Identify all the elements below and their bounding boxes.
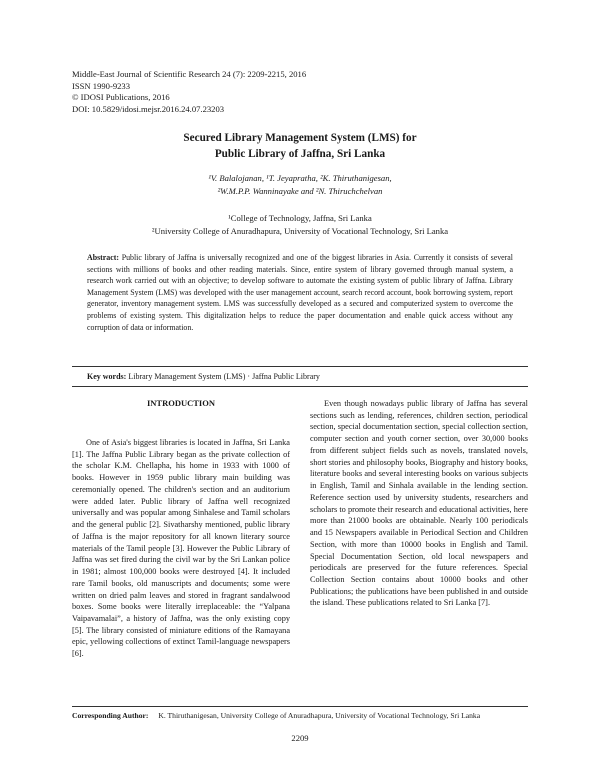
abstract-label: Abstract: — [87, 253, 119, 262]
intro-paragraph-right: Even though nowadays public library of Jaffna has several sections such as lending, references, children section, periodical section, special documentation section, special collection section, computer section and youth corner section, over 30,000 books from different subject fields such as novels, translated novels, short stories and philosophy books, Biography and history books, literature books and several interesting books on various subjects in English, Tamil and Sinhala available in the lending section. Reference section used by university students, researchers and scholars to promote their research and educational activities, here more than 21000 books are obtainable. Nearly 100 periodicals and 15 Newspapers available in Periodical Section and Children Section, with more than 10000 books in English and Tamil. Special Documentation Section, old local newspapers and periodicals are preserved for the future references. Special Collection Section contains about 10000 books and other Publications; the publications have been published in and outside the island. These publications related to Sri Lanka [7]. — [310, 399, 528, 608]
doi: DOI: 10.5829/idosi.mejsr.2016.24.07.23203 — [72, 103, 225, 114]
affiliations — [0, 212, 600, 237]
divider — [72, 366, 528, 367]
corresponding-text: K. Thiruthanigesan, University College of Anuradhapura, University of Vocational Technology, Sri Lanka — [158, 711, 481, 720]
affiliation-1: ¹College of Technology, Jaffna, Sri Lanka — [228, 213, 372, 223]
journal-citation: Middle-East Journal of Scientific Research 24 (7): 2209-2215, 2016 — [72, 69, 307, 79]
intro-paragraph-left: One of Asia's biggest libraries is located in Jaffna, Sri Lanka [1]. The Jaffna Public Library began as the private collection of the scholar K.M. Chellapha, his home in 1933 with 1000 of books. However in 1959 public library main building was ceremonially opened. The children's section and an auditorium were added later. Public library of Jaffna well recognized universally and was popular among Sinhalese and Tamil scholars and the general public [2]. Sivatharshy mentioned, public library of Jaffna is the major repository for all known literary source materials of the Tamil people [3]. However the Public Library of Jaffna was set fired during the civil war by the Sri Lankan police in 1981; almost 100,000 books were destroyed [4]. It included rare Tamil books, old manuscripts and documents; some were written on dried palm leaves and stored in fragrant sandalwood boxes. Some books were literally irreplaceable: the “Yalpana Vaipavamalai”, a history of Jaffna, was the only existing copy [5]. The library consisted of miniature editions of the Ramayana epic, yellowing collections of extinct Tamil-language newspapers [6]. — [72, 438, 290, 659]
title-line-1: Secured Library Management System (LMS) for — [183, 132, 417, 144]
keywords — [87, 372, 320, 381]
authors-line-1: ¹V. Balalojanan, ¹T. Jeyapratha, ²K. Thiruthanigesan, — [208, 173, 392, 183]
abstract — [87, 252, 513, 333]
author-list — [0, 172, 600, 197]
affiliation-2: ²University College of Anuradhapura, University of Vocational Technology, Sri Lanka — [151, 225, 449, 236]
section-heading-introduction: INTRODUCTION — [146, 398, 215, 408]
divider — [72, 386, 528, 387]
keywords-label: Key words: — [87, 372, 127, 381]
title-line-2: Public Library of Jaffna, Sri Lanka — [214, 148, 386, 160]
keywords-text: Library Management System (LMS) · Jaffna Public Library — [128, 372, 320, 381]
right-column — [310, 398, 528, 609]
corresponding-author — [72, 711, 480, 720]
left-column — [72, 398, 290, 660]
issn: ISSN 1990-9233 — [72, 80, 131, 91]
corresponding-label: Corresponding Author: — [72, 711, 149, 720]
copyright: © IDOSI Publications, 2016 — [72, 92, 170, 103]
paper-title — [0, 130, 600, 162]
authors-line-2: ²W.M.P.P. Wanninayake and ²N. Thiruchchelvan — [217, 185, 383, 196]
page-number: 2209 — [291, 733, 309, 743]
abstract-text: Public library of Jaffna is universally recognized and one of the biggest libraries in Asia. Currently it consists of several sections with millions of books and other reading materials. Since, entire system of library governed through manual system, a research work carried out with an objective; to develop software to automate the existing system of public library of Jaffna. Library Management System (LMS) was developed with the user management account, search record account, book borrowing system, report generator, inventory management system. LMS was successfully developed as a secured and computerized system to overcome the problems of existing system. This digitalization helps to reduce the paper documentation and enable quick access without any corruption of data or information. — [87, 253, 513, 332]
footer-divider — [72, 706, 528, 707]
journal-header — [72, 69, 306, 115]
